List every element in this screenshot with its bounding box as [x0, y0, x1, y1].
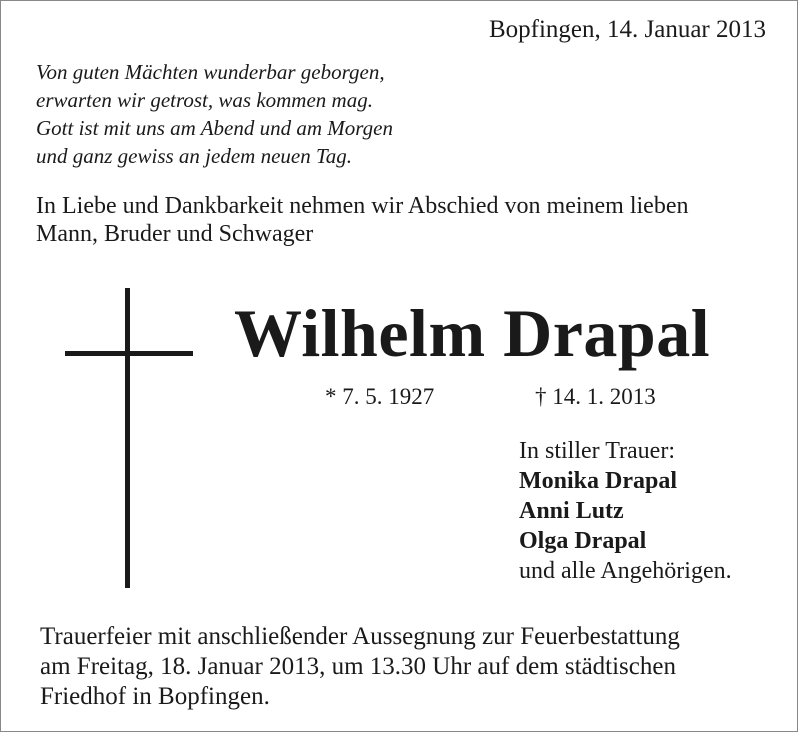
- mourners-heading: In stiller Trauer:: [519, 438, 675, 464]
- verse-line: Von guten Mächten wunderbar geborgen,: [36, 60, 385, 84]
- funeral-line: Trauerfeier mit anschließender Aussegnung zur Feuerbestattung: [40, 623, 680, 650]
- verse-line: Gott ist mit uns am Abend und am Morgen: [36, 116, 393, 140]
- intro-line: In Liebe und Dankbarkeit nehmen wir Abschied von meinem lieben: [36, 193, 689, 219]
- funeral-line: am Freitag, 18. Januar 2013, um 13.30 Uhr auf dem städtischen: [40, 653, 676, 680]
- cross-vertical-bar: [125, 288, 130, 588]
- mourners-block: [519, 436, 732, 586]
- deceased-name: Wilhelm Drapal: [234, 295, 711, 371]
- mourner-name: Monika Drapal: [519, 468, 678, 494]
- mourner-name: Olga Drapal: [519, 528, 647, 554]
- mourners-footer: und alle Angehörigen.: [519, 558, 732, 584]
- death-date: † 14. 1. 2013: [535, 384, 656, 409]
- intro-text: [36, 192, 776, 248]
- dateline: Bopfingen, 14. Januar 2013: [488, 16, 766, 43]
- funeral-line: Friedhof in Bopfingen.: [40, 683, 270, 710]
- verse: [36, 58, 393, 170]
- birth-date: * 7. 5. 1927: [325, 384, 435, 409]
- verse-line: erwarten wir getrost, was kommen mag.: [36, 88, 373, 112]
- verse-line: und ganz gewiss an jedem neuen Tag.: [36, 144, 352, 168]
- mourner-name: Anni Lutz: [519, 498, 624, 524]
- funeral-details: [40, 622, 680, 712]
- intro-line: Mann, Bruder und Schwager: [36, 221, 314, 247]
- cross-horizontal-bar: [65, 351, 193, 356]
